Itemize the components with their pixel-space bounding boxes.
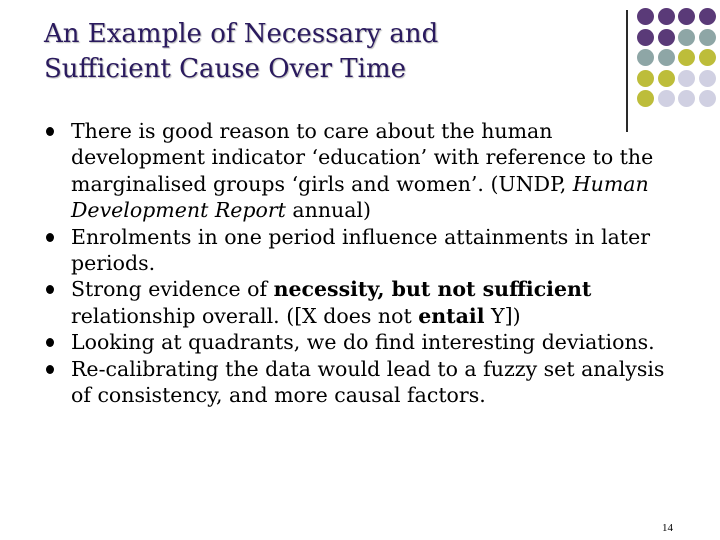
- bullet-icon: [46, 233, 54, 242]
- bullet-text: [71, 119, 653, 222]
- decorative-dot: [678, 8, 695, 25]
- slide-title: [44, 17, 604, 87]
- bullet-icon: [46, 127, 54, 136]
- bullet-text-segment: annual): [285, 198, 372, 223]
- decorative-dot: [637, 70, 654, 87]
- bullet-text-segment: Y]): [484, 303, 521, 328]
- bullet-list: [44, 118, 684, 408]
- decorative-dot: [699, 70, 716, 87]
- decorative-dot: [678, 49, 695, 66]
- bullet-text: [71, 330, 655, 354]
- bullet-text-segment-bold: necessity, but not sufficient: [273, 277, 592, 302]
- bullet-text: [71, 357, 664, 407]
- bullet-item: [44, 329, 684, 355]
- decorative-dot: [699, 90, 716, 107]
- slide-title-line-2: Sufficient Cause Over Time: [44, 54, 406, 84]
- decorative-dot: [637, 8, 654, 25]
- decorative-dot: [658, 29, 675, 46]
- bullet-text: [71, 277, 591, 327]
- decorative-dot: [658, 49, 675, 66]
- decorative-dot: [678, 29, 695, 46]
- bullet-item: [44, 224, 684, 277]
- decorative-dot: [658, 8, 675, 25]
- decorative-dot: [658, 90, 675, 107]
- decorative-divider-line: [626, 10, 628, 132]
- bullet-text-segment: relationship overall. ([X does not: [71, 303, 419, 328]
- bullet-item: [44, 276, 684, 329]
- bullet-icon: [46, 365, 54, 374]
- bullet-text-segment: There is good reason to care about the human development indicator ‘education’ with reference to the marginalised groups ‘girls and women’. (UNDP,: [71, 119, 654, 196]
- bullet-text-segment-italic: Human Development Report: [71, 171, 649, 223]
- decorative-dot: [658, 70, 675, 87]
- bullet-text-segment: Enrolments in one period influence attainments in later periods.: [71, 224, 651, 276]
- slide-title-line-1: An Example of Necessary and: [44, 19, 439, 49]
- bullet-icon: [46, 338, 54, 347]
- decorative-dot: [699, 29, 716, 46]
- bullet-text-segment: Strong evidence of: [71, 277, 274, 302]
- decorative-dot: [637, 90, 654, 107]
- decorative-dot: [699, 49, 716, 66]
- bullet-text-segment: Looking at quadrants, we do find interesting deviations.: [71, 330, 655, 355]
- bullet-text: [71, 225, 650, 275]
- decorative-dot: [637, 49, 654, 66]
- bullet-text-segment-bold: entail: [418, 303, 485, 328]
- bullet-icon: [46, 285, 54, 294]
- decorative-dot: [699, 8, 716, 25]
- bullet-text-segment: Re-calibrating the data would lead to a fuzzy set analysis of consistency, and more causal factors.: [71, 356, 665, 408]
- decorative-dot: [678, 90, 695, 107]
- page-number: 14: [662, 522, 673, 534]
- decorative-dot: [637, 29, 654, 46]
- bullet-item: [44, 118, 684, 224]
- decorative-dot: [678, 70, 695, 87]
- decorative-dot-grid: [637, 8, 720, 118]
- bullet-item: [44, 356, 684, 409]
